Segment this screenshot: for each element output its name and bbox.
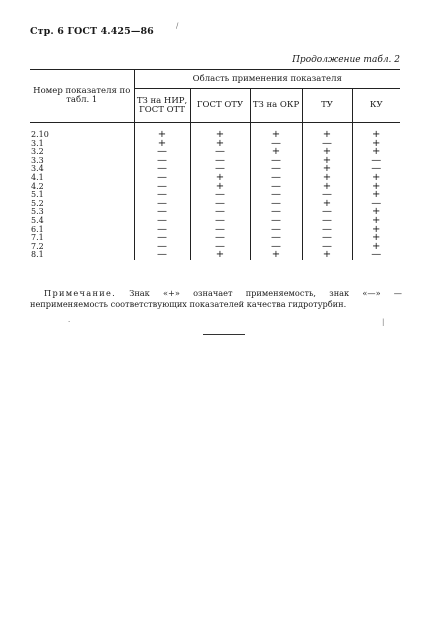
applicability-mark: + <box>352 140 400 149</box>
applicability-mark: — <box>190 208 250 217</box>
applicability-mark: — <box>352 165 400 174</box>
applicability-mark: + <box>352 131 400 140</box>
applicability-mark: — <box>134 174 190 183</box>
applicability-mark: — <box>190 148 250 157</box>
applicability-mark: — <box>250 140 302 149</box>
applicability-mark: — <box>250 191 302 200</box>
applicability-mark: — <box>190 226 250 235</box>
applicability-mark: + <box>302 183 352 192</box>
applicability-table <box>30 69 400 260</box>
scan-speck: · <box>68 318 71 326</box>
applicability-mark: — <box>134 165 190 174</box>
column-header: КУ <box>352 89 400 123</box>
applicability-mark: + <box>352 217 400 226</box>
applicability-mark: — <box>190 165 250 174</box>
applicability-mark: + <box>352 226 400 235</box>
row-number: 2.10 <box>31 130 49 139</box>
applicability-mark: + <box>250 148 302 157</box>
row-number: 5.3 <box>31 207 44 217</box>
applicability-mark: — <box>190 191 250 200</box>
applicability-mark: + <box>302 174 352 183</box>
table-row <box>30 131 400 140</box>
applicability-mark: — <box>302 208 352 217</box>
applicability-mark: + <box>250 251 302 260</box>
applicability-mark: — <box>134 234 190 243</box>
applicability-mark: — <box>250 243 302 252</box>
applicability-mark: — <box>134 208 190 217</box>
row-number: 7.2 <box>31 241 44 251</box>
row-number: 5.4 <box>31 215 44 225</box>
applicability-mark: — <box>134 191 190 200</box>
applicability-mark: — <box>250 217 302 226</box>
table-row <box>30 243 400 252</box>
applicability-mark: + <box>352 234 400 243</box>
applicability-mark: — <box>302 243 352 252</box>
applicability-mark: — <box>134 243 190 252</box>
applicability-mark: — <box>190 200 250 209</box>
row-number: 4.2 <box>31 181 44 191</box>
row-number: 5.2 <box>31 198 44 208</box>
applicability-mark: + <box>190 251 250 260</box>
applicability-mark: — <box>190 243 250 252</box>
applicability-mark: + <box>352 148 400 157</box>
applicability-mark: + <box>352 208 400 217</box>
table-row <box>30 174 400 183</box>
column-header: ТЗ на ОКР <box>250 89 302 123</box>
applicability-mark: + <box>302 251 352 260</box>
spacer-row <box>30 123 400 132</box>
table-note <box>30 288 402 310</box>
row-number: 4.1 <box>31 172 44 182</box>
applicability-mark: — <box>190 234 250 243</box>
applicability-mark: + <box>190 140 250 149</box>
applicability-mark: + <box>352 243 400 252</box>
applicability-mark: — <box>190 217 250 226</box>
applicability-mark: + <box>190 131 250 140</box>
applicability-mark: + <box>352 174 400 183</box>
note-text: Знак «+» означает применяемость, знак «—» — неприменяемость соответствующих показателей качества гидротурбин. <box>30 288 402 309</box>
row-number-header: Номер показателя по табл. 1 <box>30 70 134 123</box>
applicability-mark: + <box>190 174 250 183</box>
table-row <box>30 251 400 260</box>
applicability-mark: + <box>302 131 352 140</box>
applicability-mark: + <box>134 131 190 140</box>
applicability-mark: + <box>302 148 352 157</box>
applicability-mark: + <box>302 200 352 209</box>
page-header: Стр. 6 ГОСТ 4.425—86 <box>30 26 154 37</box>
table-row <box>30 165 400 174</box>
column-header: ТЗ на НИР, ГОСТ ОТТ <box>134 89 190 123</box>
applicability-mark: — <box>134 183 190 192</box>
applicability-mark: — <box>134 217 190 226</box>
applicability-mark: — <box>250 200 302 209</box>
applicability-mark: — <box>302 234 352 243</box>
applicability-mark: — <box>302 140 352 149</box>
row-number: 3.2 <box>31 147 44 157</box>
applicability-mark: — <box>250 183 302 192</box>
applicability-mark: — <box>134 251 190 260</box>
applicability-mark: + <box>352 183 400 192</box>
note-lead: Примечание. <box>44 288 117 298</box>
applicability-mark: — <box>250 234 302 243</box>
applicability-mark: — <box>302 226 352 235</box>
row-number: 5.1 <box>31 190 44 200</box>
applicability-mark: — <box>134 148 190 157</box>
applicability-mark: — <box>250 208 302 217</box>
row-number: 7.1 <box>31 233 44 243</box>
applicability-mark: + <box>352 191 400 200</box>
applicability-mark: — <box>250 226 302 235</box>
row-number: 3.1 <box>31 138 44 148</box>
row-number: 6.1 <box>31 224 44 234</box>
column-header: ГОСТ ОТУ <box>190 89 250 123</box>
column-header: ТУ <box>302 89 352 123</box>
applicability-mark: + <box>190 183 250 192</box>
applicability-mark: — <box>134 200 190 209</box>
applicability-mark: + <box>302 165 352 174</box>
applicability-mark: — <box>352 200 400 209</box>
applicability-mark: — <box>190 157 250 166</box>
applicability-mark: — <box>352 157 400 166</box>
applicability-mark: + <box>250 131 302 140</box>
applicability-mark: — <box>134 157 190 166</box>
row-number: 8.1 <box>31 250 44 260</box>
application-area-header: Область применения показателя <box>134 70 400 89</box>
applicability-mark: — <box>302 217 352 226</box>
row-number: 3.4 <box>31 164 44 174</box>
applicability-mark: — <box>250 157 302 166</box>
applicability-mark: — <box>134 226 190 235</box>
row-number: 3.3 <box>31 155 44 165</box>
applicability-mark: + <box>134 140 190 149</box>
scan-speck: | <box>382 318 385 326</box>
applicability-mark: — <box>250 165 302 174</box>
applicability-mark: + <box>302 157 352 166</box>
scan-speck: / <box>176 22 179 30</box>
applicability-mark: — <box>302 191 352 200</box>
applicability-mark: — <box>352 251 400 260</box>
end-divider <box>203 334 245 335</box>
table-continuation-label: Продолжение табл. 2 <box>292 55 400 65</box>
applicability-mark: — <box>250 174 302 183</box>
